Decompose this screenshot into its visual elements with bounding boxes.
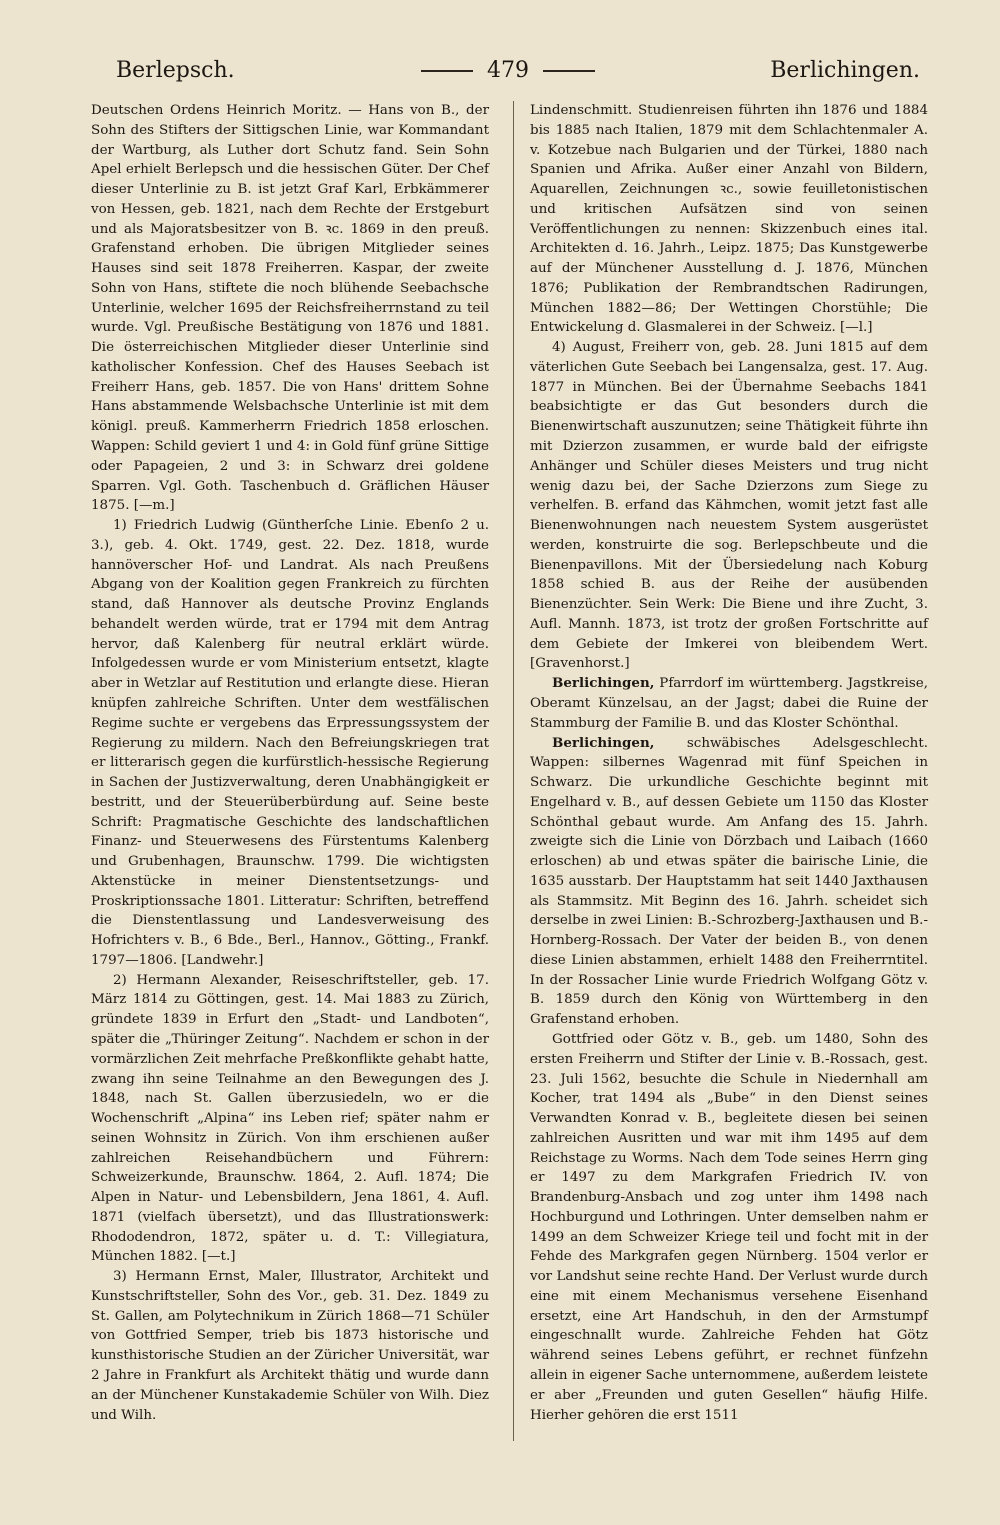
entry-text: Pfarrdorf im württemberg. Jagstkreise, Oberamt Künzelsau, an der Jagst; dabei die Ruine der Stammburg der Familie B. und das Kloster Schönthal.	[530, 676, 928, 731]
column-divider	[513, 101, 514, 1441]
page-header	[96, 58, 920, 92]
left-column	[91, 101, 489, 1425]
right-column	[530, 101, 928, 1425]
paragraph: 3) Hermann Ernst, Maler, Illustrator, Architekt und Kunstschriftsteller, Sohn des Vor., geb. 31. Dez. 1849 zu St. Gallen, am Polytechnikum in Zürich 1868—71 Schüler von Gottfried Semper, trieb bis 1873 historische und kunsthistorische Studien an der Züricher Universität, war 2 Jahre in Frankfurt als Architekt thätig und wurde dann an der Münchener Kunstakademie Schüler von Wilh. Diez und Wilh.	[91, 1269, 489, 1423]
paragraph: Gottfried oder Götz v. B., geb. um 1480, Sohn des ersten Freiherrn und Stifter der Linie v. B.-Rossach, gest. 23. Juli 1562, besuchte die Schule in Niedernhall am Kocher, trat 1494 als „Bube“ in den Dienst seines Verwandten Konrad v. B., begleitete diesen bei seinen zahlreichen Ausritten und war mit ihm 1495 auf dem Reichstage zu Worms. Nach dem Tode seines Herrn ging er 1497 zu dem Markgrafen Friedrich IV. von Brandenburg-Ansbach und zog unter ihm 1498 nach Hochburgund und Lothringen. Unter demselben nahm er 1499 an dem Schweizer Kriege teil und focht mit in der Fehde des Markgrafen gegen Nürnberg. 1504 verlor er vor Landshut seine rechte Hand. Der Verlust wurde durch eine mit einem Mechanismus versehene Eisenhand ersetzt, eine Art Handschuh, in den der Armstumpf eingeschnallt wurde. Zahlreiche Fehden hat Götz während seines Lebens geführt, er rechnet fünfzehn allein in eigener Sache unternommene, außerdem leistete er aber „Freunden und guten Gesellen“ häufig Hilfe. Hierher gehören die erst 1511	[530, 1031, 928, 1423]
entry-headword: Berlichingen,	[552, 675, 655, 692]
header-rule-left	[421, 70, 473, 72]
entry-berlichingen-family	[530, 734, 928, 1030]
running-head-right: Berlichingen.	[770, 58, 920, 83]
header-rule-right	[543, 70, 595, 72]
paragraph: 1) Friedrich Ludwig (Güntherſche Linie. Ebenſo 2 u. 3.), geb. 4. Okt. 1749, gest. 22. Dez. 1818, wurde hannöverscher Hof- und Landrat. Als nach Preußens Abgang von der Koalition gegen Frankreich zu fürchten stand, daß Hannover als deutsche Provinz Englands behandelt werden würde, trat er 1794 mit dem Antrag hervor, daß Kalenberg für neutral erklärt würde. Infolgedessen wurde er vom Ministerium entsetzt, klagte aber in Wetzlar auf Restitution und erlangte diese. Hieran knüpfen zahlreiche Schriften. Unter dem westfälischen Regime suchte er vergebens das Erpressungssystem der Regierung zu mildern. Nach den Befreiungskriegen trat er litterarisch gegen die kurfürstlich-hessische Regierung in Sachen der Justizverwaltung, deren Unabhängigkeit er bestritt, und der Steuerüberbürdung auf. Seine beste Schrift: Pragmatische Geschichte des landschaftlichen Finanz- und Steuerwesens des Fürstentums Kalenberg und Grubenhagen, Braunschw. 1799. Die wichtigsten Aktenstücke in meiner Dienstentsetzungs- und Proskriptionssache 1801. Litteratur: Schriften, betreffend die Dienstentlassung und Landesverweisung des Hofrichters v. B., 6 Bde., Berl., Hannov., Götting., Frankf. 1797—1806. [Landwehr.]	[91, 518, 489, 968]
paragraph: 2) Hermann Alexander, Reiseschriftsteller, geb. 17. März 1814 zu Göttingen, gest. 14. Mai 1883 zu Zürich, gründete 1839 in Erfurt den „Stadt- und Landboten“, später die „Thüringer Zeitung“. Nachdem er schon in der vormärzlichen Zeit mehrfache Preßkonflikte gehabt hatte, zwang ihn seine Teilnahme an den Bewegungen des J. 1848, nach St. Gallen überzusiedeln, wo er die Wochenschrift „Alpina“ ins Leben rief; später nahm er seinen Wohnsitz in Zürich. Von ihm erschienen außer zahlreichen Reisehandbüchern und Führern: Schweizerkunde, Braunschw. 1864, 2. Aufl. 1874; Die Alpen in Natur- und Lebensbildern, Jena 1861, 4. Aufl. 1871 (vielfach übersetzt), und das Illustrationswerk: Rhododendron, 1872, später u. d. T.: Villegiatura, München 1882. [—t.]	[91, 972, 489, 1265]
entry-text: schwäbisches Adelsgeschlecht. Wappen: silbernes Wagenrad mit fünf Speichen in Schwarz. Die urkundliche Geschichte beginnt mit Engelhard v. B., auf dessen Gebiete um 1150 das Kloster Schönthal gebaut wurde. Am Anfang des 15. Jahrh. zweigte sich die Linie von Dörzbach und Laibach (1660 erloschen) ab und etwas später die bairische Linie, die 1635 ausstarb. Der Hauptstamm hat seit 1440 Jaxthausen als Stammsitz. Mit Beginn des 16. Jahrh. scheidet sich derselbe in zwei Linien: B.-Schrozberg-Jaxthausen und B.-Hornberg-Rossach. Der Vater der beiden B., von denen diese Linien abstammen, erhielt 1488 den Freiherrntitel. In der Rossacher Linie wurde Friedrich Wolfgang Götz v. B. 1859 durch den König von Württemberg in den Grafenstand erhoben.	[530, 735, 928, 1028]
entry-headword: Berlichingen,	[552, 734, 655, 751]
running-head-left: Berlepsch.	[116, 58, 235, 83]
paragraph: Lindenschmitt. Studienreisen führten ihn 1876 und 1884 bis 1885 nach Italien, 1879 mit dem Schlachtenmaler A. v. Kotzebue nach Bulgarien und der Türkei, 1880 nach Spanien und Afrika. Außer einer Anzahl von Bildern, Aquarellen, Zeichnungen ꝛc., sowie feuilletonistischen und kritischen Aufsätzen sind von seinen Veröffentlichungen zu nennen: Skizzenbuch eines ital. Architekten d. 16. Jahrh., Leipz. 1875; Das Kunstgewerbe auf der Münchener Ausstellung d. J. 1876, München 1876; Publikation der Rembrandtschen Radirungen, München 1882—86; Der Wettingen Chorstühle; Die Entwickelung d. Glasmalerei in der Schweiz. [—l.]	[530, 103, 928, 336]
paragraph: Deutschen Ordens Heinrich Moritz. — Hans von B., der Sohn des Stifters der Sittigschen Linie, war Kommandant der Wartburg, als Luther dort Schutz fand. Sein Sohn Apel erhielt Berlepsch und die hessischen Güter. Der Chef dieser Unterlinie zu B. ist jetzt Graf Karl, Erbkämmerer von Hessen, geb. 1821, nach dem Rechte der Erstgeburt und als Majoratsbesitzer von B. ꝛc. 1869 in den preuß. Grafenstand erhoben. Die übrigen Mitglieder seines Hauses sind seit 1878 Freiherren. Kaspar, der zweite Sohn von Hans, stiftete die noch blühende Seebachsche Unterlinie, welcher 1695 der Reichsfreiherrnstand zu teil wurde. Vgl. Preußische Bestätigung von 1876 und 1881. Die österreichischen Mitglieder dieser Unterlinie sind katholischer Konfession. Chef des Hauses Seebach ist Freiherr Hans, geb. 1857. Die von Hans' drittem Sohne Hans abstammende Welsbachsche Unterlinie ist mit dem königl. preuß. Kammerherrn Friedrich 1858 erloschen. Wappen: Schild geviert 1 und 4: in Gold fünf grüne Sittige oder Papageien, 2 und 3: in Schwarz drei goldene Sparren. Vgl. Goth. Taschenbuch d. Gräflichen Häuser 1875. [—m.]	[91, 103, 489, 514]
page-number: 479	[487, 58, 529, 83]
paragraph: 4) August, Freiherr von, geb. 28. Juni 1815 auf dem väterlichen Gute Seebach bei Langensalza, gest. 17. Aug. 1877 in München. Bei der Übernahme Seebachs 1841 beabsichtigte er das Gut besonders durch die Bienenwirtschaft auszunutzen; seine Thätigkeit führte ihn mit Dzierzon zusammen, er wurde bald der eifrigste Anhänger und Schüler dieses Meisters und trug nicht wenig dazu bei, der Sache Dzierzons zum Siege zu verhelfen. B. erfand das Kähmchen, womit jetzt fast alle Bienenwohnungen nach neuestem System ausgerüstet werden, konstruirte die sog. Berlepschbeute und die Bienenpavillons. Mit der Übersiedelung nach Koburg 1858 schied B. aus der Reihe der ausübenden Bienenzüchter. Sein Werk: Die Biene und ihre Zucht, 3. Aufl. Mannh. 1873, ist trotz der großen Fortschritte auf dem Gebiete der Imkerei von bleibendem Wert. [Gravenhorst.]	[530, 340, 928, 672]
entry-berlichingen-village	[530, 674, 928, 733]
